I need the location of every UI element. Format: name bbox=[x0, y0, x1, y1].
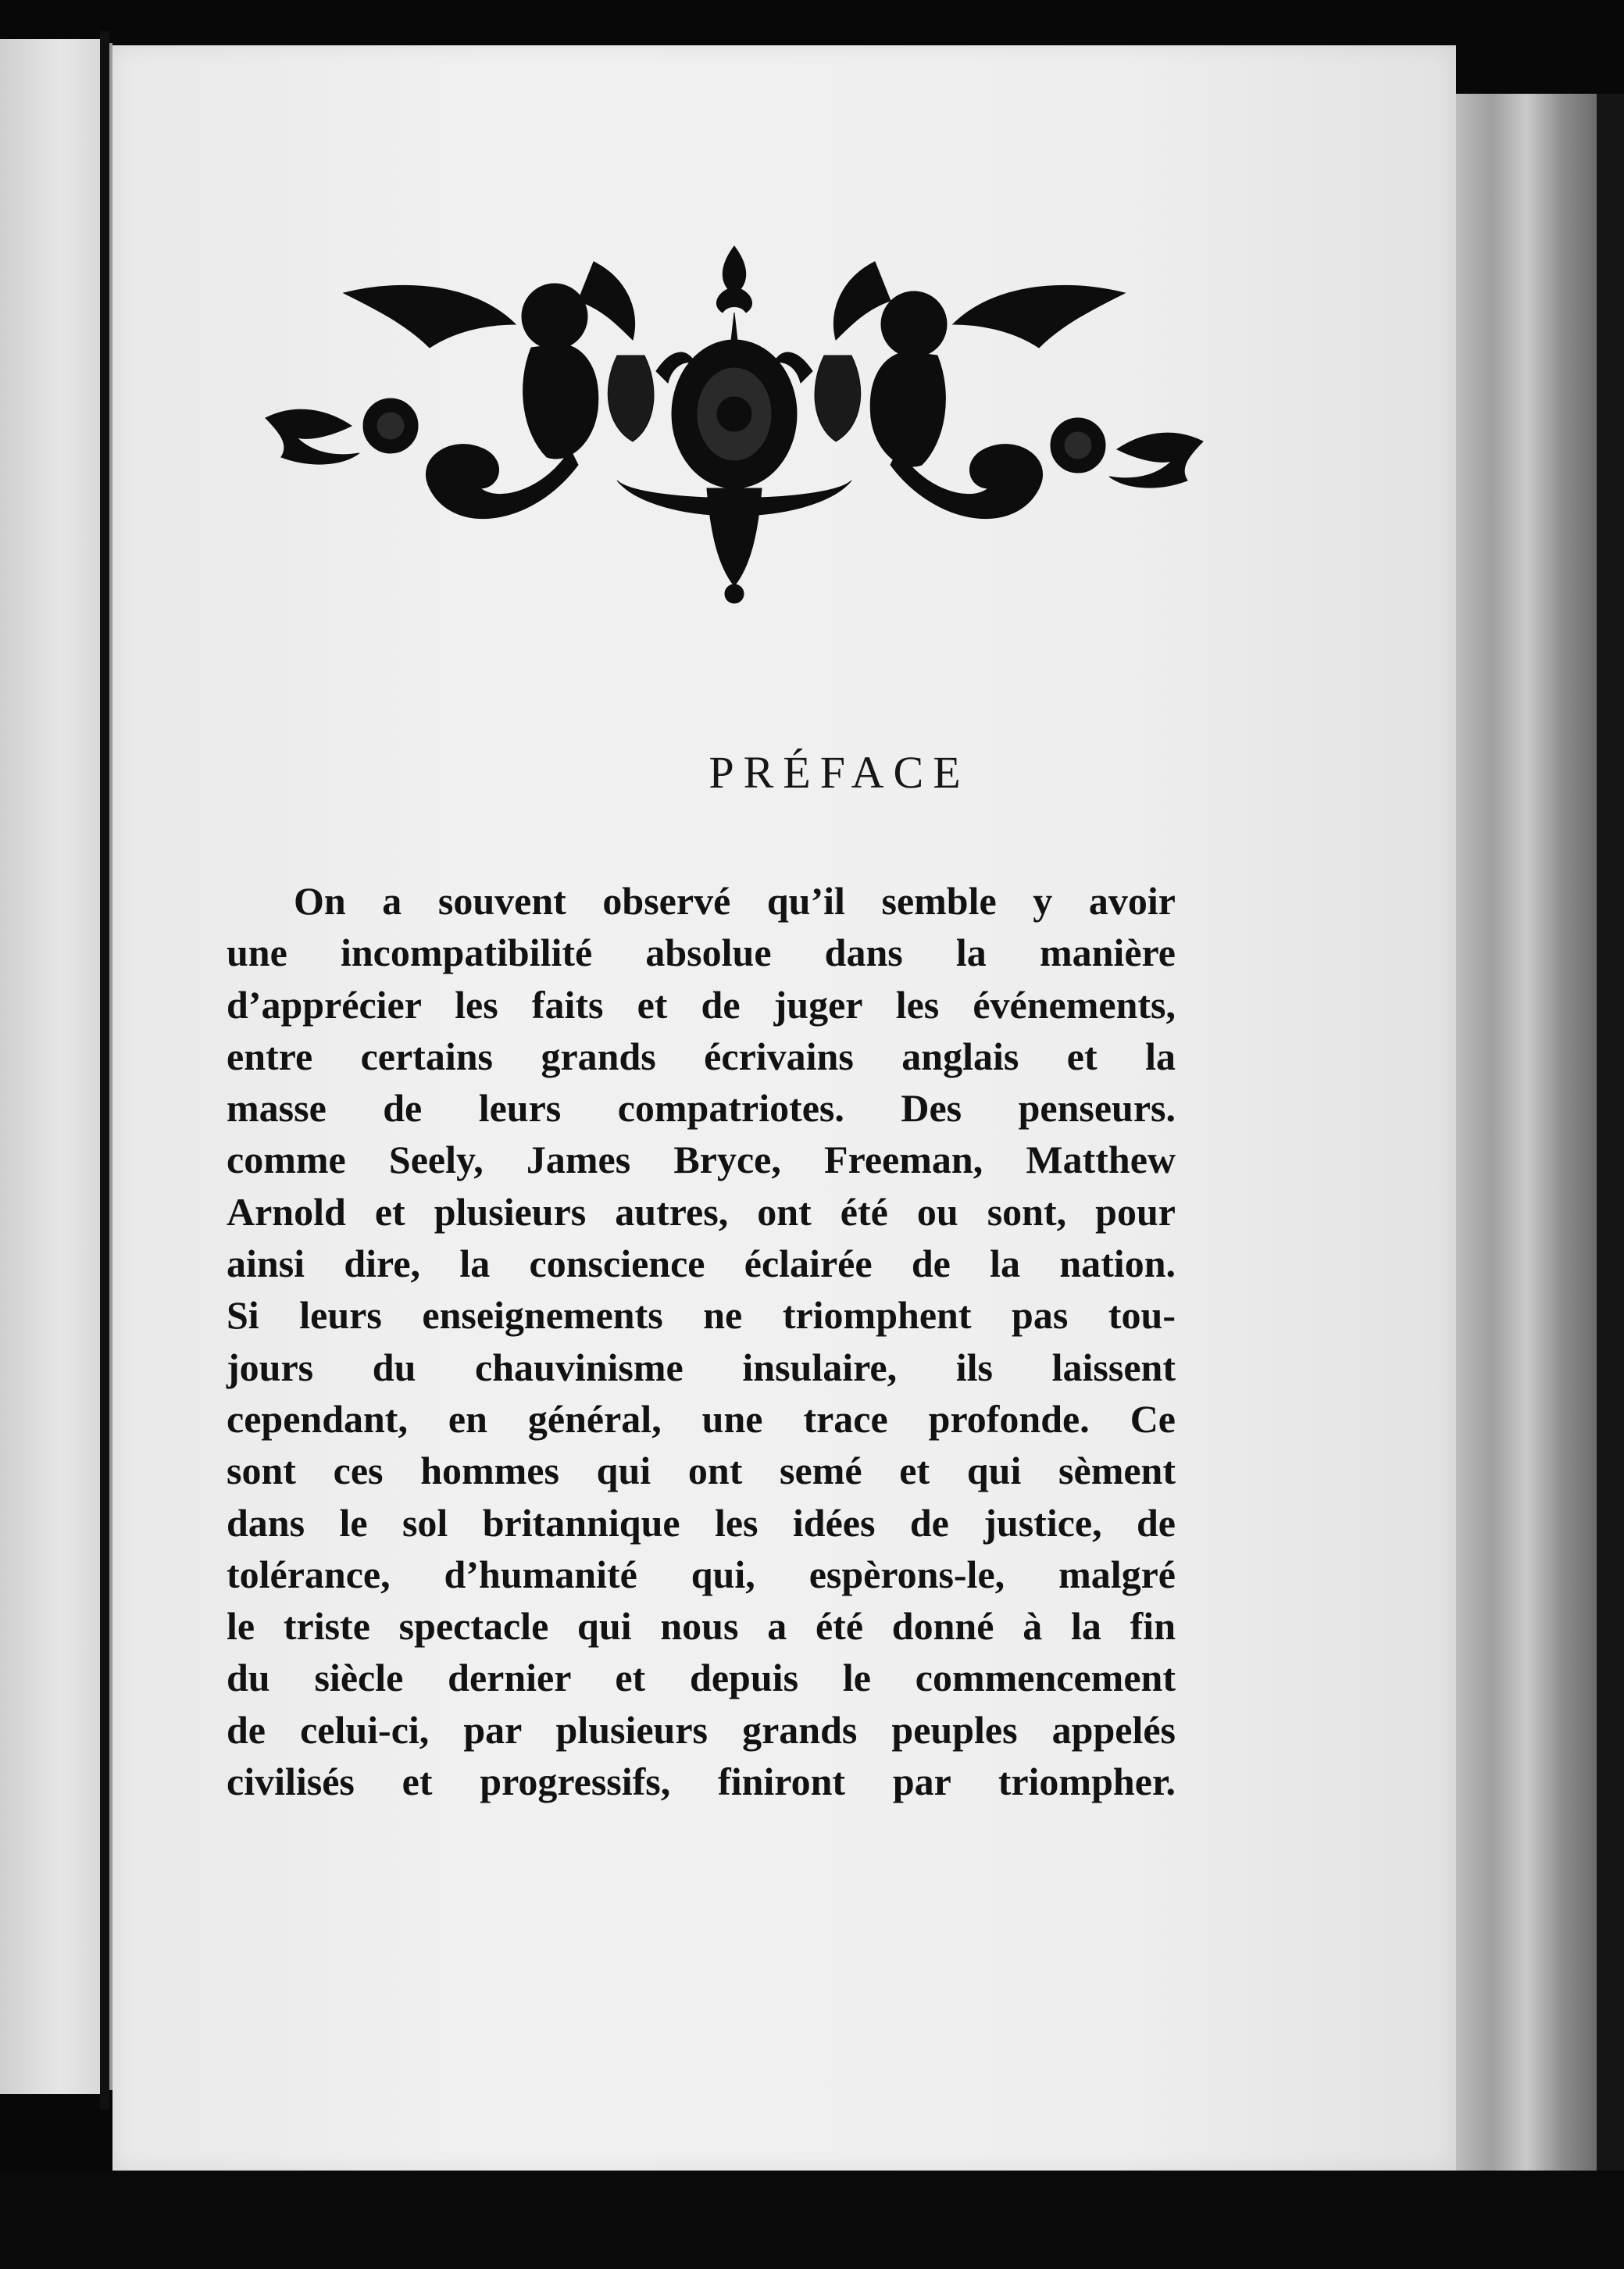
text-line: masse de leurs compatriotes. Des penseurs. bbox=[227, 1086, 1176, 1131]
text-line: ainsi dire, la conscience éclairée de la nation. bbox=[227, 1242, 1176, 1286]
text-line: comme Seely, James Bryce, Freeman, Matthew bbox=[227, 1138, 1176, 1182]
text-line: d’apprécier les faits et de juger les événements, bbox=[227, 982, 1176, 1027]
ornament-finial bbox=[716, 246, 751, 313]
text-line: Si leurs enseignements ne triomphent pas tou- bbox=[227, 1293, 1176, 1338]
text-line: entre certains grands écrivains anglais et la bbox=[227, 1034, 1176, 1078]
preface-paragraph bbox=[227, 875, 1176, 1807]
text-line: cependant, en général, une trace profonde. Ce bbox=[227, 1396, 1176, 1441]
text-line: sont ces hommes qui ont semé et qui sèment bbox=[227, 1449, 1176, 1493]
text-line: dans le sol britannique les idées de justice, de bbox=[227, 1500, 1176, 1545]
ornament-headpiece bbox=[250, 230, 1219, 606]
page-title: PRÉFACE bbox=[708, 747, 970, 798]
text-line: du siècle dernier et depuis le commencement bbox=[227, 1656, 1176, 1700]
previous-page-edge bbox=[0, 39, 100, 2094]
text-line: de celui-ci, par plusieurs grands peuples appelés bbox=[227, 1707, 1176, 1752]
text-line: tolérance, d’humanité qui, espèrons-le, malgré bbox=[227, 1552, 1176, 1596]
text-line: On a souvent observé qu’il semble y avoir bbox=[294, 879, 1176, 923]
scan-right-border bbox=[1597, 94, 1624, 2203]
page-stack-edge bbox=[1456, 94, 1597, 2172]
scan-bottom-border bbox=[0, 2171, 1624, 2269]
text-line: une incompatibilité absolue dans la manière bbox=[227, 931, 1176, 975]
text-line: jours du chauvinisme insulaire, ils laissent bbox=[227, 1345, 1176, 1389]
text-line: le triste spectacle qui nous a été donné à la fin bbox=[227, 1604, 1176, 1649]
text-line: civilisés et progressifs, finiront par triompher. bbox=[227, 1760, 1176, 1804]
book-gutter bbox=[100, 31, 109, 2110]
text-line: Arnold et plusieurs autres, ont été ou sont, pour bbox=[227, 1189, 1176, 1234]
